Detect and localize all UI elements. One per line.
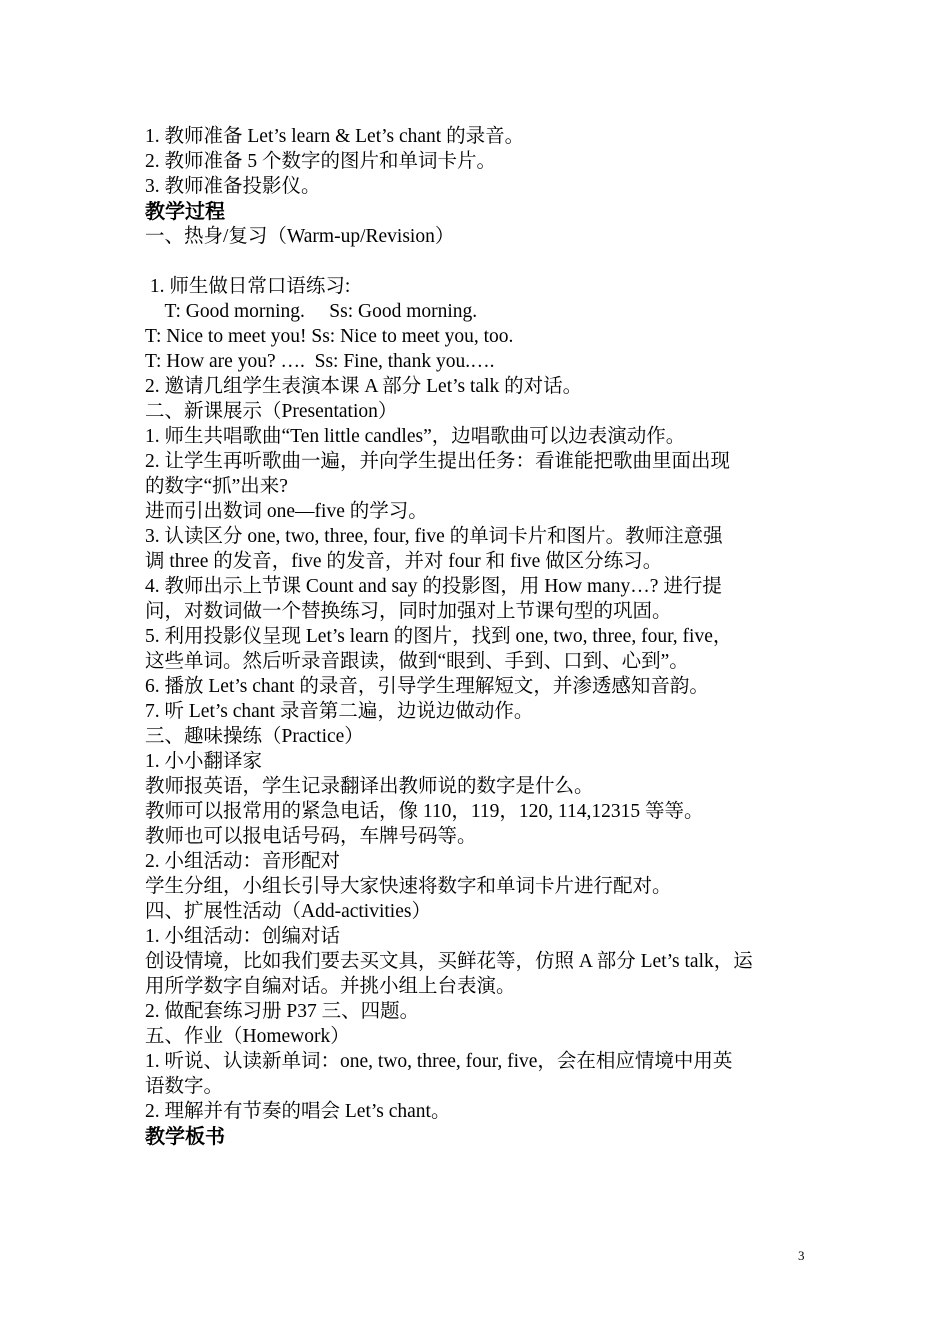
prep-item-1: 1. 教师准备 Let’s learn & Let’s chant 的录音。 (145, 126, 525, 147)
presentation-lead-in: 进而引出数词 one—five 的学习。 (145, 501, 428, 522)
practice-item-1-desc-2: 教师可以报常用的紧急电话，像 110，119，120, 114,12315 等等。 (145, 801, 704, 822)
practice-item-2: 2. 小组活动：音形配对 (145, 851, 341, 872)
presentation-item-3: 3. 认读区分 one, two, three, four, five 的单词卡片和图片。教师注意强 (145, 526, 723, 547)
presentation-item-4-cont: 问，对数词做一个替换练习，同时加强对上节课句型的巩固。 (145, 601, 672, 622)
practice-item-1-desc-3: 教师也可以报电话号码，车牌号码等。 (145, 826, 477, 847)
homework-item-1-cont: 语数字。 (145, 1076, 224, 1097)
subheading-practice: 三、趣味操练（Practice） (145, 726, 364, 747)
homework-item-2: 2. 理解并有节奏的唱会 Let’s chant。 (145, 1101, 451, 1122)
presentation-item-7: 7. 听 Let’s chant 录音第二遍，边说边做动作。 (145, 701, 534, 722)
warmup-item-2: 2. 邀请几组学生表演本课 A 部分 Let’s talk 的对话。 (145, 376, 583, 397)
practice-item-1-desc-1: 教师报英语，学生记录翻译出教师说的数字是什么。 (145, 776, 594, 797)
activity-item-1-desc: 创设情境，比如我们要去买文具，买鲜花等，仿照 A 部分 Let’s talk，运 (145, 951, 753, 972)
homework-item-1: 1. 听说、认读新单词：one, two, three, four, five，会在相应情境中用英 (145, 1051, 733, 1072)
warmup-item-1: 1. 师生做日常口语练习: (145, 276, 351, 297)
dialogue-line-1: T: Good morning. Ss: Good morning. (145, 301, 478, 322)
prep-item-2: 2. 教师准备 5 个数字的图片和单词卡片。 (145, 151, 497, 172)
subheading-add-activities: 四、扩展性活动（Add-activities） (145, 901, 431, 922)
presentation-item-3-cont: 调 three 的发音，five 的发音，并对 four 和 five 做区分练习。 (145, 551, 663, 572)
activity-item-1-desc-cont: 用所学数字自编对话。并挑小组上台表演。 (145, 976, 516, 997)
blank-line (145, 249, 810, 274)
presentation-item-2: 2. 让学生再听歌曲一遍，并向学生提出任务：看谁能把歌曲里面出现 (145, 451, 731, 472)
presentation-item-4: 4. 教师出示上节课 Count and say 的投影图，用 How many…? 进行提 (145, 576, 722, 597)
prep-item-3: 3. 教师准备投影仪。 (145, 176, 321, 197)
dialogue-line-2: T: Nice to meet you! Ss: Nice to meet you, too. (145, 326, 514, 347)
subheading-homework: 五、作业（Homework） (145, 1026, 350, 1047)
practice-item-1: 1. 小小翻译家 (145, 751, 263, 772)
section-heading-teaching-process: 教学过程 (145, 199, 225, 223)
practice-item-2-desc: 学生分组，小组长引导大家快速将数字和单词卡片进行配对。 (145, 876, 672, 897)
page-number: 3 (798, 1248, 805, 1263)
dialogue-line-3: T: How are you? …. Ss: Fine, thank you.…. (145, 351, 495, 372)
activity-item-2: 2. 做配套练习册 P37 三、四题。 (145, 1001, 420, 1022)
subheading-warmup: 一、热身/复习（Warm-up/Revision） (145, 226, 455, 247)
subheading-presentation: 二、新课展示（Presentation） (145, 401, 398, 422)
presentation-item-2-cont: 的数字“抓”出来? (145, 476, 288, 497)
section-heading-board-writing: 教学板书 (145, 1124, 225, 1148)
presentation-item-5-cont: 这些单词。然后听录音跟读，做到“眼到、手到、口到、心到”。 (145, 651, 689, 672)
activity-item-1: 1. 小组活动：创编对话 (145, 926, 341, 947)
presentation-item-5: 5. 利用投影仪呈现 Let’s learn 的图片，找到 one, two, three, four, five， (145, 626, 733, 647)
document-body (145, 124, 810, 1149)
presentation-item-6: 6. 播放 Let’s chant 的录音，引导学生理解短文，并渗透感知音韵。 (145, 676, 709, 697)
presentation-item-1: 1. 师生共唱歌曲“Ten little candles”，边唱歌曲可以边表演动作。 (145, 426, 686, 447)
